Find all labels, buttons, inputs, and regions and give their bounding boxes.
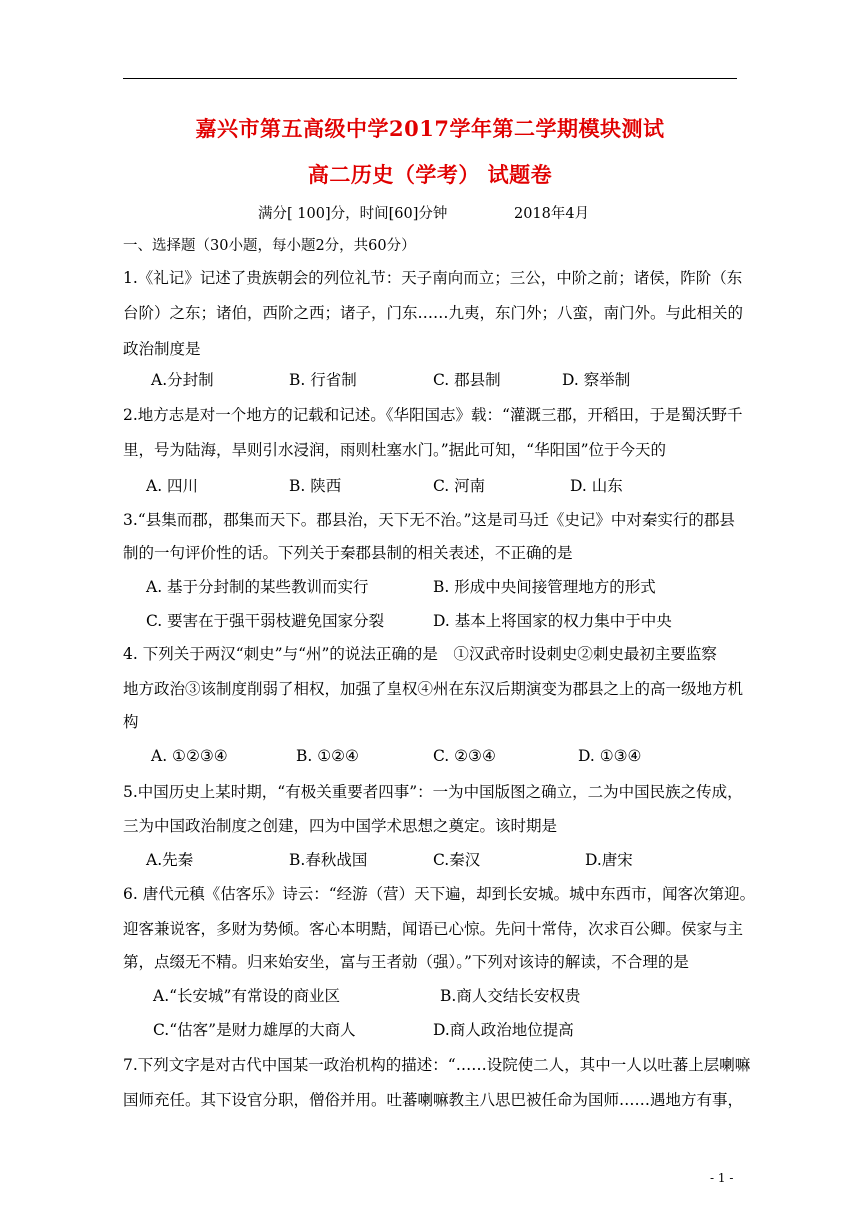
question-line: 5.中国历史上某时期，“有极关重要者四事”：一为中国版图之确立，二为中国民族之传成， [123,783,743,801]
option-d: D. 基本上将国家的权力集中于中央 [433,612,672,630]
question-line: 政治制度是 [123,340,201,358]
question-line: 1.《礼记》记述了贵族朝会的列位礼节：天子南向而立；三公，中阶之前；诸侯，阼阶（东 [123,269,743,287]
option-c: C.“估客”是财力雄厚的大商人 [153,1021,356,1039]
option-c: C. 郡县制 [433,371,501,389]
question-line: 三为中国政治制度之创建，四为中国学术思想之奠定。该时期是 [123,817,558,835]
exam-date: 2018年4月 [513,206,590,222]
header-rule [123,78,737,79]
option-a: A. 基于分封制的某些教训而实行 [146,578,369,596]
exam-subtitle: 高二历史（学考） 试题卷 [307,162,553,187]
option-c: C.秦汉 [433,851,481,869]
question-line: 制的一句评价性的话。下列关于秦郡县制的相关表述，不正确的是 [123,544,573,562]
question-line: 2.地方志是对一个地方的记载和记述。《华阳国志》载：“灌溉三郡，开稻田，于是蜀沃野千 [123,406,743,424]
option-b: B. 形成中央间接管理地方的形式 [433,578,656,596]
question-line: 里，号为陆海，旱则引水浸润，雨则杜塞水门。”据此可知，“华阳国”位于今天的 [123,441,667,459]
question-line: 国师充任。其下设官分职，僧俗并用。吐蕃喇嘛教主八思巴被任命为国师……遇地方有事， [123,1091,744,1109]
option-c: C. 河南 [433,477,486,495]
question-line: 第，点缀无不精。归来始安坐，富与王者勍（强）。”下列对该诗的解读，不合理的是 [123,953,689,971]
option-b: B. ①②④ [296,747,359,765]
option-b: B. 行省制 [289,371,357,389]
option-d: D. 察举制 [562,371,631,389]
option-a: A.先秦 [146,851,194,869]
option-a: A. ①②③④ [151,747,228,765]
section-heading: 一、选择题（30小题，每小题2分，共60分） [123,238,416,254]
question-line: 4. 下列关于两汉“刺史”与“州”的说法正确的是 ①汉武帝时设刺史②刺史最初主要监察 [123,645,717,663]
option-b: B.春秋战国 [289,851,368,869]
option-a: A.分封制 [151,371,214,389]
question-line: 构 [123,713,139,731]
question-line: 迎客兼说客，多财为势倾。客心本明黠，闻语已心惊。先问十常侍，次求百公卿。侯家与主 [123,920,744,938]
exam-title: 嘉兴市第五高级中学2017学年第二学期模块测试 [195,116,665,141]
page-number: - 1 - [710,1171,734,1185]
option-c: C. 要害在于强干弱枝避免国家分裂 [146,612,385,630]
option-d: D. 山东 [570,477,623,495]
option-a: A.“长安城”有常设的商业区 [153,987,340,1005]
option-d: D.商人政治地位提高 [433,1021,574,1039]
option-d: D. ①③④ [578,747,642,765]
question-line: 6. 唐代元稹《估客乐》诗云：“经游（营）天下遍，却到长安城。城中东西市，闻客次第迎。 [123,885,756,903]
option-d: D.唐宋 [585,851,633,869]
question-line: 7.下列文字是对古代中国某一政治机构的描述：“……设院使二人，其中一人以吐蕃上层喇嘛 [123,1056,751,1074]
exam-meta [258,202,589,223]
option-b: B.商人交结长安权贵 [440,987,581,1005]
question-line: 地方政治③该制度削弱了相权，加强了皇权④州在东汉后期演变为郡县之上的高一级地方机 [123,680,744,698]
option-c: C. ②③④ [433,747,496,765]
option-b: B. 陕西 [289,477,342,495]
question-line: 3.“县集而郡，郡集而天下。郡县治，天下无不治。”这是司马迁《史记》中对秦实行的郡县 [123,511,735,529]
score-time: 满分[ 100]分，时间[60]分钟 [258,206,448,222]
option-a: A. 四川 [146,477,199,495]
question-line: 台阶）之东；诸伯，西阶之西；诸子，门东……九夷，东门外；八蛮，南门外。与此相关的 [123,304,744,322]
